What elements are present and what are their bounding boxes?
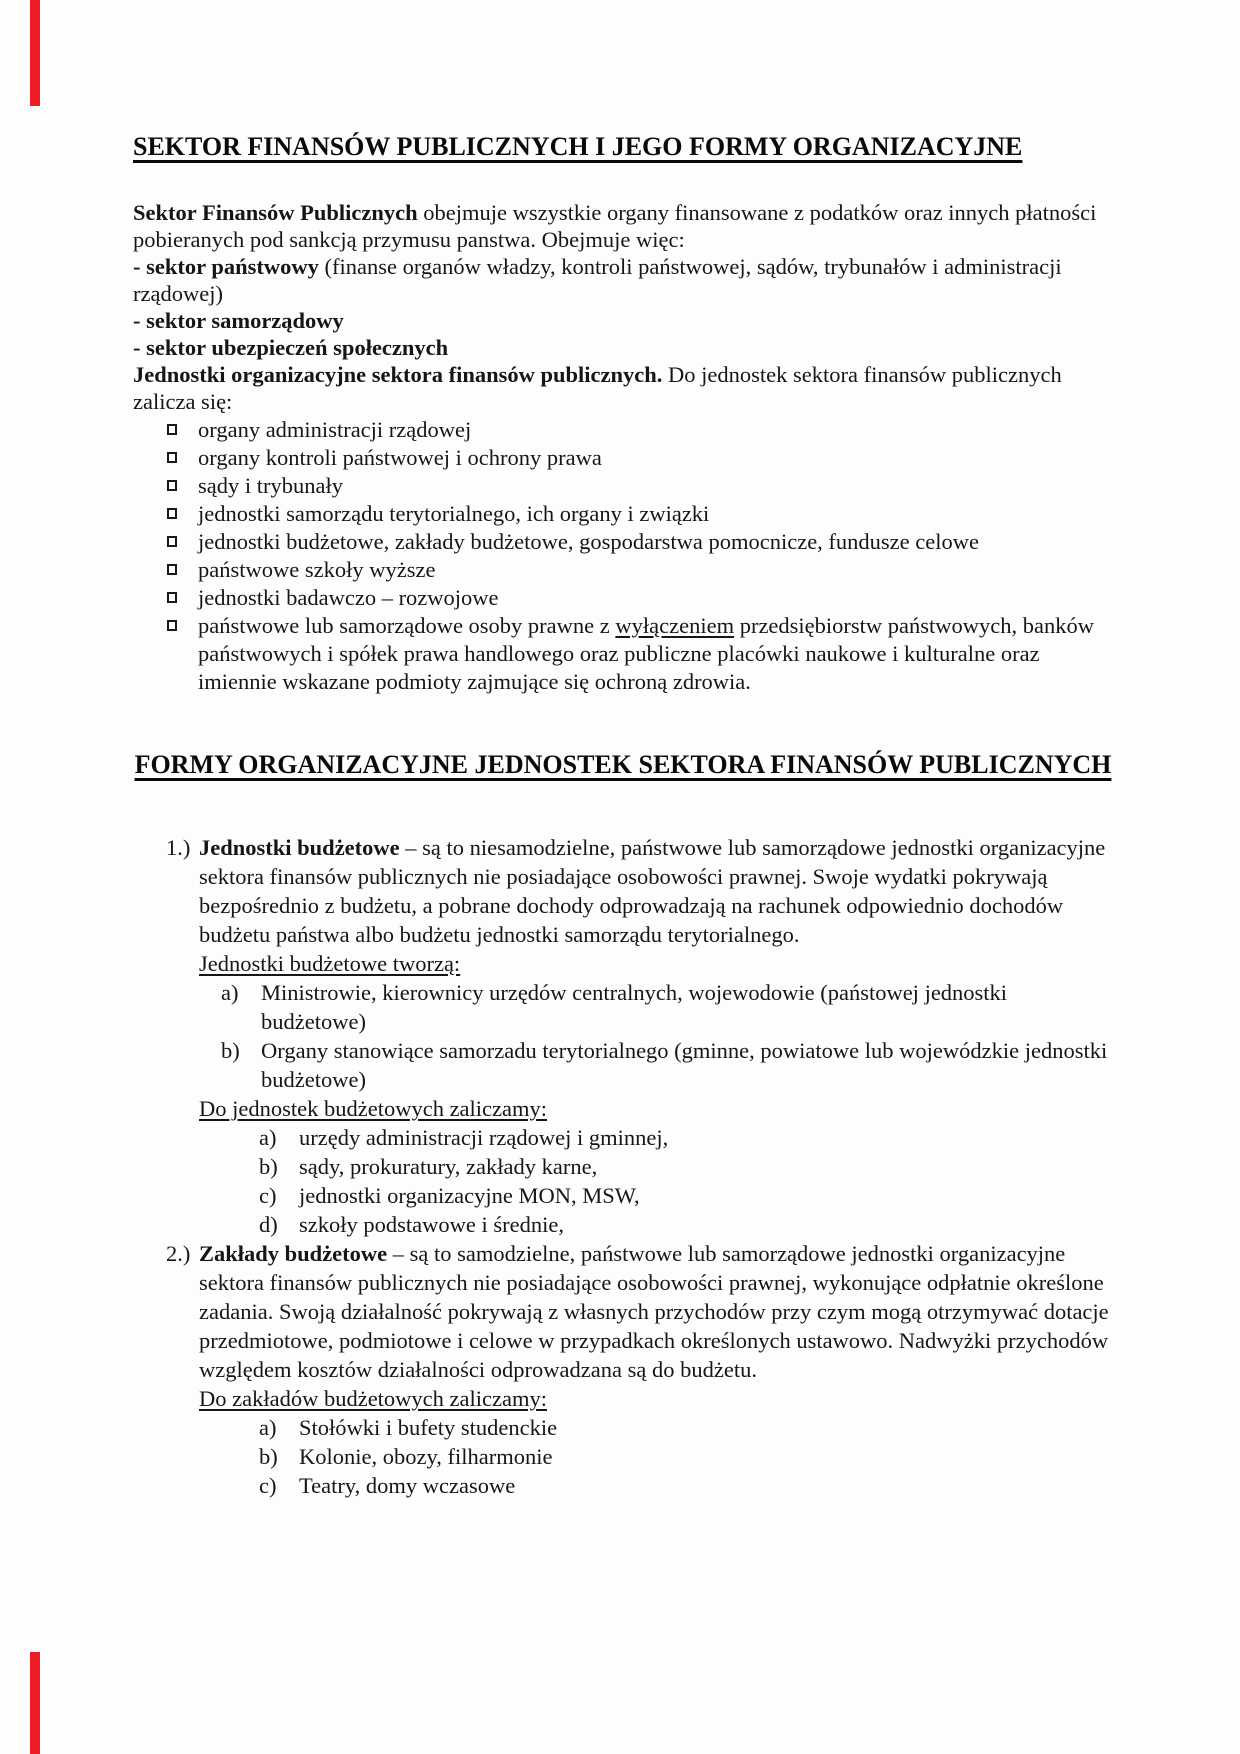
item-paragraph [199,833,1113,949]
units-list [133,416,1113,696]
list-marker: c) [259,1473,277,1498]
item-number: 1.) [166,835,191,860]
list-item-text: sądy, prokuratury, zakłady karne, [299,1154,598,1179]
sublist-heading [199,1094,1113,1123]
square-bullet-icon [167,620,177,631]
list-item [133,472,1113,500]
list-item [199,1210,1113,1239]
sector-detail: (finanse organów władzy, kontroli państwowej, sądów, trybunałów i administracji rządowej) [133,254,1062,306]
list-item [199,1181,1113,1210]
list-item [133,528,1113,556]
square-bullet-icon [167,508,177,519]
square-bullet-icon [167,480,177,491]
red-scan-mark-top [30,0,40,106]
square-bullet-icon [167,536,177,547]
list-item-text: organy kontroli państwowej i ochrony prawa [198,445,602,470]
list-item [133,556,1113,584]
list-item [133,584,1113,612]
numbered-item-1 [133,833,1113,1239]
list-item [199,1152,1113,1181]
document-page [133,130,1113,1500]
list-item-text [198,613,1094,694]
list-item-text: Ministrowie, kierownicy urzędów centralnych, wojewodowie (państowej jednostki budżetowe) [261,980,1008,1034]
sector-line-panstwowy [133,253,1113,307]
sector-name: - sektor ubezpieczeń społecznych [133,335,449,360]
list-item-text: Kolonie, obozy, filharmonie [299,1444,553,1469]
list-marker: a) [221,980,239,1005]
sector-line-ubezpieczen [133,334,1113,361]
list-item-text: jednostki samorządu terytorialnego, ich organy i związki [198,501,710,526]
item-description: – są to niesamodzielne, państwowe lub samorządowe jednostki organizacyjne sektora finansów publicznych nie posiadające osobowości prawnej. Swoje wydatki pokrywają bezpośrednio z budżetu, a pobrane dochody odprowadzają na rachunek odpowiednio dochodów budżetu państwa albo budżetu jednostki samorządu terytorialnego. [199,835,1106,947]
intro-paragraph [133,199,1113,253]
sector-name: - sektor samorządowy [133,308,344,333]
list-item-text: Stołówki i bufety studenckie [299,1415,558,1440]
list-item [133,500,1113,528]
list-item-text: szkoły podstawowe i średnie, [299,1212,564,1237]
item-number: 2.) [166,1241,191,1266]
list-marker: a) [259,1415,277,1440]
sublist-heading-text: Jednostki budżetowe tworzą: [199,951,461,976]
list-marker: b) [259,1444,278,1469]
list-item [133,444,1113,472]
list-item-text: urzędy administracji rządowej i gminnej, [299,1125,669,1150]
units-intro-rest: Do jednostek sektora finansów publicznych zalicza się: [133,362,1062,414]
square-bullet-icon [167,424,177,435]
sublist-heading-text: Do zakładów budżetowych zaliczamy: [199,1386,547,1411]
list-marker: d) [259,1212,278,1237]
item-term: Zakłady budżetowe [199,1241,388,1266]
numbered-item-2 [133,1239,1113,1500]
square-bullet-icon [167,592,177,603]
item-term: Jednostki budżetowe [199,835,400,860]
list-item-text: organy administracji rządowej [198,417,472,442]
square-bullet-icon [167,564,177,575]
units-intro-paragraph [133,361,1113,415]
page-title-text: SEKTOR FINANSÓW PUBLICZNYCH I JEGO FORMY ORGANIZACYJNE [133,132,1023,161]
list-item-text: Organy stanowiące samorzadu terytorialnego (gminne, powiatowe lub wojewódzkie jednostki budżetowe) [261,1038,1108,1092]
list-item-text: jednostki organizacyjne MON, MSW, [299,1183,640,1208]
underlined-word: wyłączeniem [615,613,735,638]
segment-before: państwowe lub samorządowe osoby prawne z [198,613,616,638]
list-item-text: Teatry, domy wczasowe [299,1473,516,1498]
section-title-text: FORMY ORGANIZACYJNE JEDNOSTEK SEKTORA FINANSÓW PUBLICZNYCH [134,750,1112,779]
list-item [199,1471,1113,1500]
red-scan-mark-bottom [30,1652,40,1754]
outline-list [133,833,1113,1500]
list-item [133,612,1113,696]
square-bullet-icon [167,452,177,463]
item-paragraph [199,1239,1113,1384]
list-item-text: państwowe szkoły wyższe [198,557,436,582]
list-item [199,1036,1113,1094]
list-marker: a) [259,1125,277,1150]
sublist-heading-text: Do jednostek budżetowych zaliczamy: [199,1096,548,1121]
sublist-heading [199,949,1113,978]
list-item [199,1442,1113,1471]
list-marker: b) [221,1038,240,1063]
list-item-text: sądy i trybunały [198,473,343,498]
sector-name: - sektor państwowy [133,254,319,279]
section-title [133,748,1113,781]
sublist-heading [199,1384,1113,1413]
intro-lead: Sektor Finansów Publicznych [133,200,418,225]
list-item [133,416,1113,444]
list-item-text: jednostki budżetowe, zakłady budżetowe, gospodarstwa pomocnicze, fundusze celowe [198,529,979,554]
units-intro-lead: Jednostki organizacyjne sektora finansów publicznych. [133,362,663,387]
sector-line-samorzadowy [133,307,1113,334]
page-title [133,130,1113,163]
list-item [199,1123,1113,1152]
list-item [199,978,1113,1036]
list-item [199,1413,1113,1442]
intro-rest: obejmuje wszystkie organy finansowane z podatków oraz innych płatności pobieranych pod sankcją przymusu panstwa. Obejmuje więc: [133,200,1097,252]
segment-after: przedsiębiorstw państwowych, banków państwowych i spółek prawa handlowego oraz publiczne placówki naukowe i kulturalne oraz imiennie wskazane podmioty zajmujące się ochroną zdrowia. [198,613,1095,694]
list-item-text: jednostki badawczo – rozwojowe [198,585,499,610]
item-description: – są to samodzielne, państwowe lub samorządowe jednostki organizacyjne sektora finansów publicznych nie posiadające osobowości prawnej, wykonujące odpłatnie określone zadania. Swoją działalność pokrywają z własnych przychodów przy czym mogą otrzymywać dotacje przedmiotowe, podmiotowe i celowe w przypadkach określonych ustawowo. Nadwyżki przychodów względem kosztów działalności odprowadzana są do budżetu. [199,1241,1109,1382]
list-marker: b) [259,1154,278,1179]
list-marker: c) [259,1183,277,1208]
